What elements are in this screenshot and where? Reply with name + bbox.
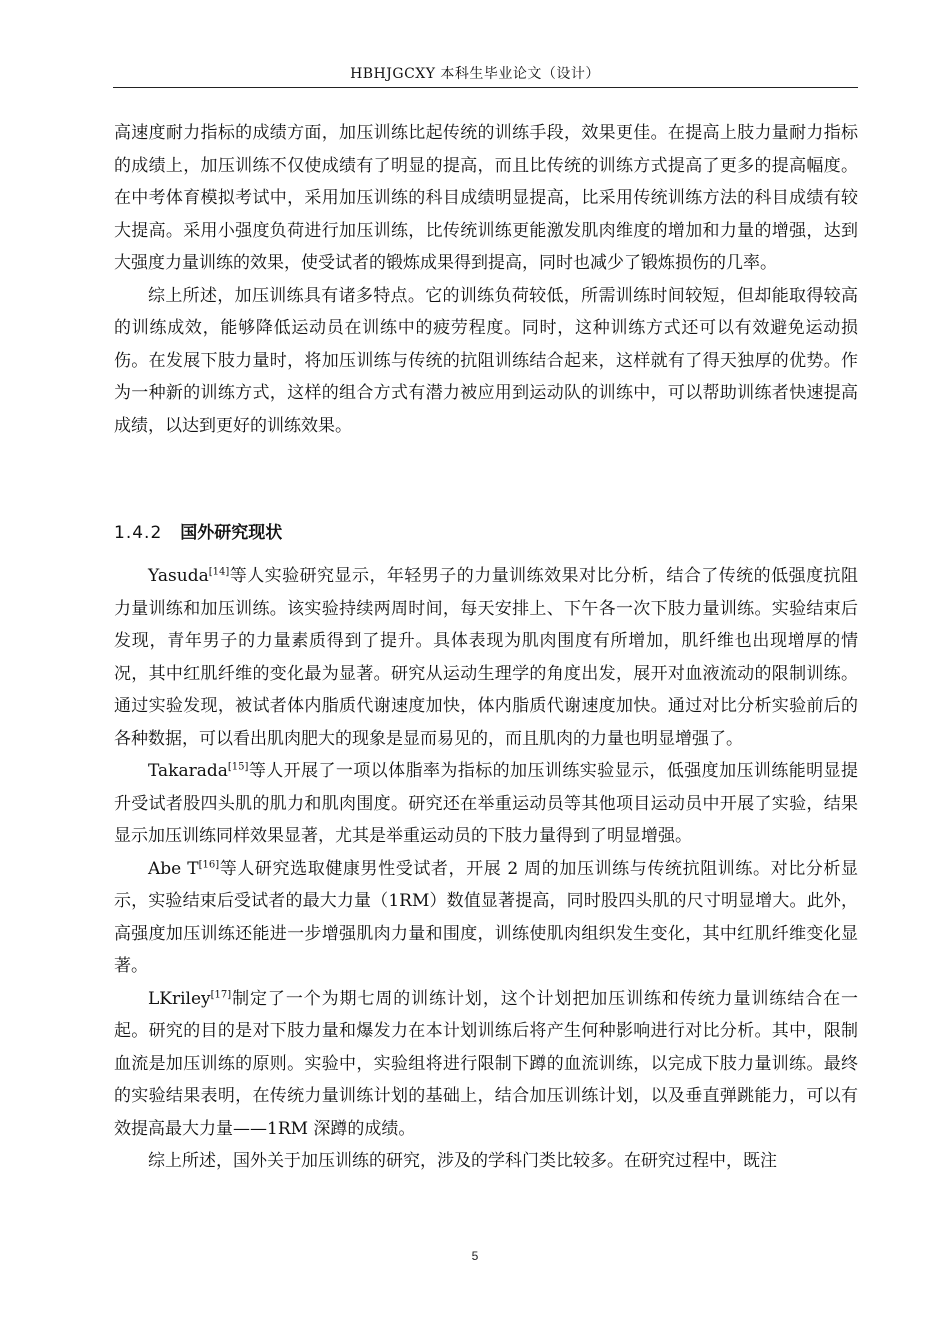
author-name: Yasuda bbox=[148, 566, 209, 586]
citation-ref: [17] bbox=[210, 988, 232, 1000]
citation-ref: [16] bbox=[198, 858, 220, 870]
paragraph-text: 制定了一个为期七周的训练计划，这个计划把加压训练和传统力量训练结合在一起。研究的目的是对下肢力量和爆发力在本计划训练后将产生何种影响进行对比分析。其中，限制血流是加压训练的原则。实验中，实验组将进行限制下蹲的血流训练，以完成下肢力量训练。最终的实验结果表明，在传统力量训练计划的基础上，结合加压训练计划，以及垂直弹跳能力，可以有效提高最大力量——1RM 深蹲的成绩。 bbox=[114, 988, 858, 1139]
paragraph-text: 等人开展了一项以体脂率为指标的加压训练实验显示，低强度加压训练能明显提升受试者股四头肌的肌力和肌肉围度。研究还在举重运动员等其他项目运动员中开展了实验，结果显示加压训练同样效果显著，尤其是举重运动员的下肢力量得到了明显增强。 bbox=[114, 761, 858, 846]
paragraph-summary: 综上所述，加压训练具有诸多特点。它的训练负荷较低，所需训练时间较短，但却能取得较高的训练成效，能够降低运动员在训练中的疲劳程度。同时，这种训练方式还可以有效避免运动损伤。在发展下肢力量时，将加压训练与传统的抗阻训练结合起来，这样就有了得天独厚的优势。作为一种新的训练方式，这样的组合方式有潜力被应用到运动队的训练中，可以帮助训练者快速提高成绩，以达到更好的训练效果。 bbox=[114, 285, 858, 436]
paragraph-text: 等人研究选取健康男性受试者，开展 2 周的加压训练与传统抗阻训练。对比分析显示，实验结束后受试者的最大力量（1RM）数值显著提高，同时股四头肌的尺寸明显增大。此外，高强度加压训练还能进一步增强肌肉力量和围度，训练使肌肉组织发生变化，其中红肌纤维变化显著。 bbox=[114, 858, 859, 976]
body-text-top bbox=[114, 117, 858, 442]
section-title: 国外研究现状 bbox=[180, 523, 283, 543]
header-rule bbox=[113, 87, 858, 88]
paragraph-abe bbox=[114, 853, 858, 983]
author-name: Abe T bbox=[148, 858, 199, 879]
section-heading bbox=[114, 518, 282, 543]
page-number: 5 bbox=[471, 1249, 479, 1263]
citation-ref: [15] bbox=[227, 761, 249, 773]
paragraph-text: 综上所述，国外关于加压训练的研究，涉及的学科门类比较多。在研究过程中，既注 bbox=[148, 1151, 777, 1171]
body-text-section bbox=[114, 560, 858, 1178]
paragraph-yasuda bbox=[114, 560, 858, 755]
paragraph-text: 等人实验研究显示，年轻男子的力量训练效果对比分析，结合了传统的低强度抗阻力量训练和加压训练。该实验持续两周时间，每天安排上、下午各一次下肢力量训练。实验结束后发现，青年男子的力量素质得到了提升。具体表现为肌肉围度有所增加，肌纤维也出现增厚的情况，其中红肌纤维的变化最为显著。研究从运动生理学的角度出发，展开对血液流动的限制训练。通过实验发现，被试者体内脂质代谢速度加快，体内脂质代谢速度加快。通过对比分析实验前后的各种数据，可以看出肌肉肥大的现象是显而易见的，而且肌肉的力量也明显增强了。 bbox=[114, 566, 858, 749]
paragraph-lkriley bbox=[114, 983, 858, 1146]
citation-ref: [14] bbox=[208, 566, 230, 578]
paragraph-conclusion bbox=[114, 1145, 858, 1178]
paragraph-takarada bbox=[114, 755, 858, 853]
running-header: HBHJGCXY 本科生毕业论文（设计） bbox=[350, 66, 600, 82]
section-number: 1.4.2 bbox=[114, 523, 163, 543]
author-name: Takarada bbox=[148, 761, 228, 781]
paragraph-continuation: 高速度耐力指标的成绩方面，加压训练比起传统的训练手段，效果更佳。在提高上肢力量耐力指标的成绩上，加压训练不仅使成绩有了明显的提高，而且比传统的训练方式提高了更多的提高幅度。在中考体育模拟考试中，采用加压训练的科目成绩明显提高，比采用传统训练方法的科目成绩有较大提高。采用小强度负荷进行加压训练，比传统训练更能激发肌肉维度的增加和力量的增强，达到大强度力量训练的效果，使受试者的锻炼成果得到提高，同时也减少了锻炼损伤的几率。 bbox=[114, 123, 858, 273]
author-name: LKriley bbox=[148, 988, 211, 1009]
